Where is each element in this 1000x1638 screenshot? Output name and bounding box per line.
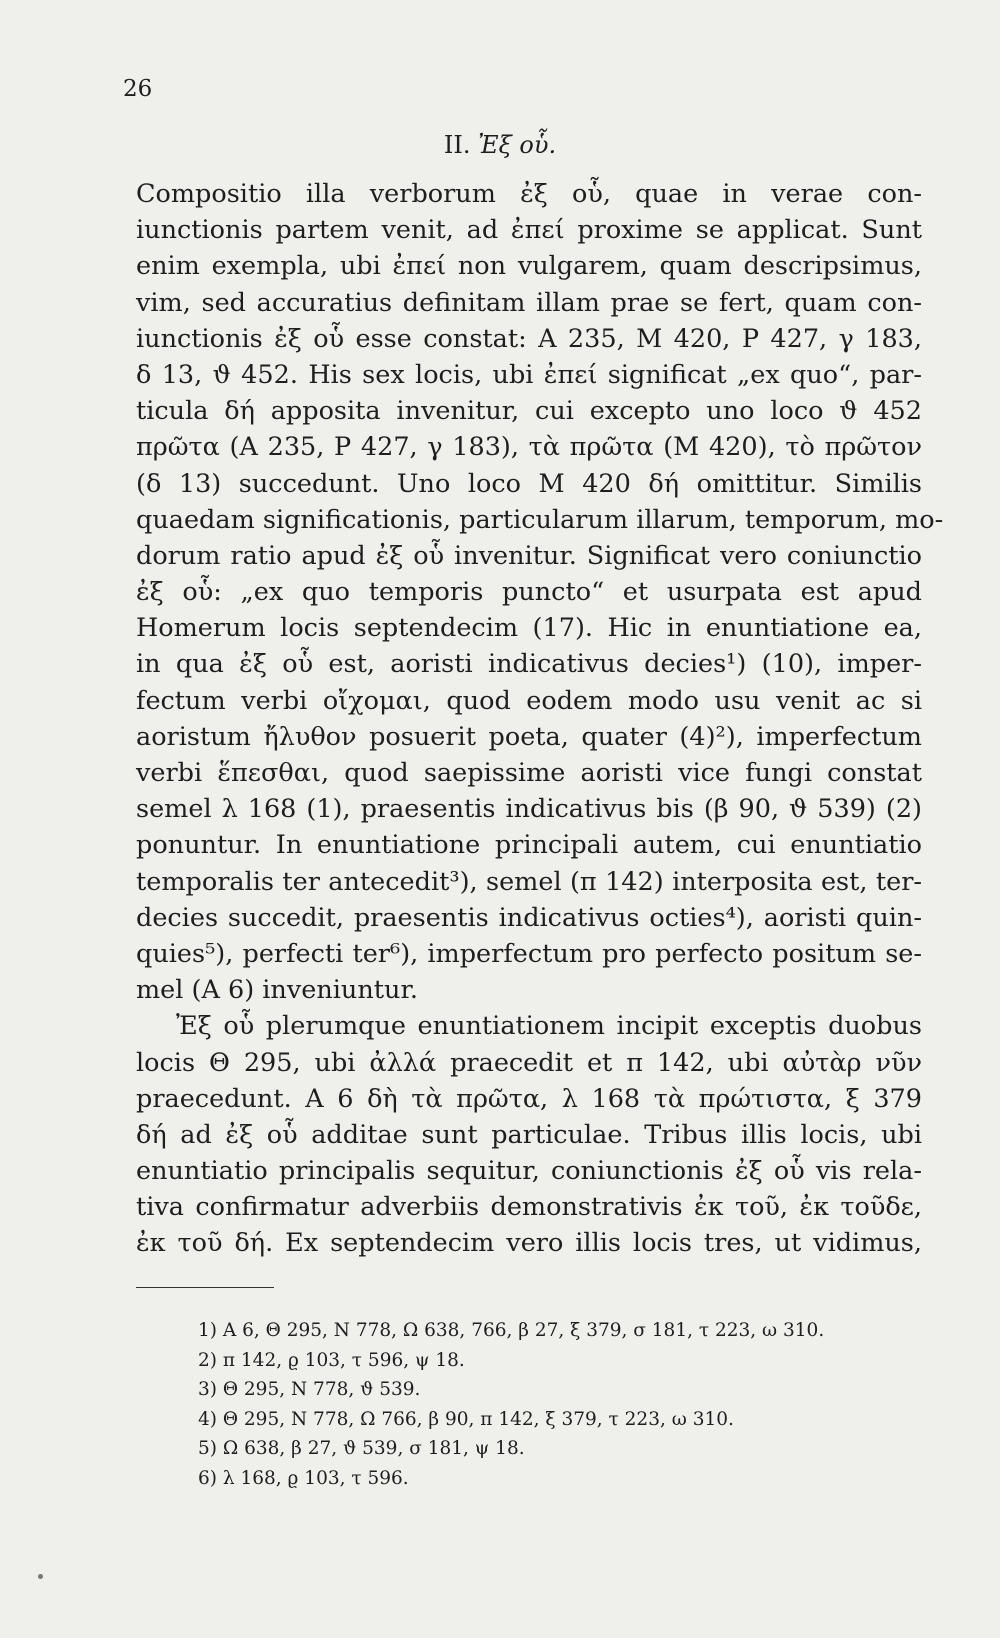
text-line: Compositio illa verborum ἐξ οὗ, quae in verae con- (136, 179, 922, 209)
footnote: 4) Θ 295, N 778, Ω 766, β 90, π 142, ξ 379, τ 223, ω 310. (198, 1408, 734, 1430)
footnote: 5) Ω 638, β 27, ϑ 539, σ 181, ψ 18. (198, 1438, 525, 1460)
text-line: temporalis ter antecedit³), semel (π 142) interposita est, ter- (136, 866, 922, 897)
section-numeral: II. (443, 131, 471, 159)
text-line: ticula δή apposita invenitur, cui excepto uno loco ϑ 452 (136, 396, 922, 427)
body-text (136, 176, 944, 1262)
section-heading (0, 131, 1000, 159)
text-line: in qua ἐξ οὗ est, aoristi indicativus decies¹) (10), imper- (136, 649, 922, 680)
footnotes (198, 1316, 824, 1494)
text-line: enim exempla, ubi ἐπεί non vulgarem, quam descripsimus, (136, 251, 922, 282)
text-line: fectum verbi οἴχομαι, quod eodem modo usu venit ac si (136, 685, 922, 716)
footnote: 6) λ 168, ϱ 103, τ 596. (198, 1467, 409, 1489)
text-line: ἐκ τοῦ δή. Ex septendecim vero illis locis tres, ut vidimus, (136, 1228, 922, 1259)
text-line: (δ 13) succedunt. Uno loco M 420 δή omittitur. Similis (136, 468, 922, 499)
page-number: 26 (123, 76, 153, 102)
text-line: praecedunt. A 6 δὴ τὰ πρῶτα, λ 168 τὰ πρώτιστα, ξ 379 (136, 1083, 922, 1114)
text-line: dorum ratio apud ἐξ οὗ invenitur. Significat vero coniunctio (136, 540, 922, 571)
footnote: 1) A 6, Θ 295, N 778, Ω 638, 766, β 27, ξ 379, σ 181, τ 223, ω 310. (198, 1320, 825, 1341)
text-line: ponuntur. In enuntiatione principali autem, cui enuntiatio (136, 830, 922, 861)
text-line: Ἐξ οὗ plerumque enuntiationem incipit exceptis duobus (176, 1011, 922, 1042)
text-line: quies⁵), perfecti ter⁶), imperfectum pro perfecto positum se- (136, 938, 922, 969)
text-line: vim, sed accuratius definitam illam prae se fert, quam con- (136, 287, 922, 318)
page-speck (38, 1574, 43, 1579)
text-line: iunctionis partem venit, ad ἐπεί proxime se applicat. Sunt (136, 215, 922, 246)
text-line: enuntiatio principalis sequitur, coniunctionis ἐξ οὗ vis rela- (136, 1156, 922, 1187)
text-line: tiva confirmatur adverbiis demonstrativis ἐκ τοῦ, ἐκ τοῦδε, (136, 1192, 922, 1223)
text-line: iunctionis ἐξ οὗ esse constat: A 235, M 420, P 427, γ 183, (136, 323, 922, 354)
text-line: Homerum locis septendecim (17). Hic in enuntiatione ea, (136, 613, 922, 644)
text-line: δ 13, ϑ 452. His sex locis, ubi ἐπεί significat „ex quo“, par- (136, 359, 922, 390)
text-line: aoristum ἤλυθον posuerit poeta, quater (4)²), imperfectum (136, 721, 922, 752)
footnote: 3) Θ 295, N 778, ϑ 539. (198, 1379, 421, 1401)
text-line: verbi ἕπεσθαι, quod saepissime aoristi vice fungi constat (136, 758, 922, 788)
text-line: ἐξ οὗ: „ex quo temporis puncto“ et usurpata est apud (136, 577, 922, 608)
footnote-divider (136, 1287, 274, 1288)
text-line: locis Θ 295, ubi ἀλλά praecedit et π 142, ubi αὐτὰρ νῦν (136, 1047, 922, 1078)
footnote: 2) π 142, ϱ 103, τ 596, ψ 18. (198, 1349, 465, 1371)
text-line: mel (A 6) inveniuntur. (136, 975, 418, 1006)
text-line: δή ad ἐξ οὗ additae sunt particulae. Tribus illis locis, ubi (136, 1119, 922, 1150)
section-title: Ἐξ οὗ. (478, 131, 557, 159)
text-line: quaedam significationis, particularum illarum, temporum, mo- (136, 504, 944, 535)
text-line: πρῶτα (A 235, P 427, γ 183), τὰ πρῶτα (M 420), τὸ πρῶτον (136, 432, 922, 463)
text-line: decies succedit, praesentis indicativus octies⁴), aoristi quin- (136, 902, 922, 933)
text-line: semel λ 168 (1), praesentis indicativus bis (β 90, ϑ 539) (2) (136, 794, 922, 825)
